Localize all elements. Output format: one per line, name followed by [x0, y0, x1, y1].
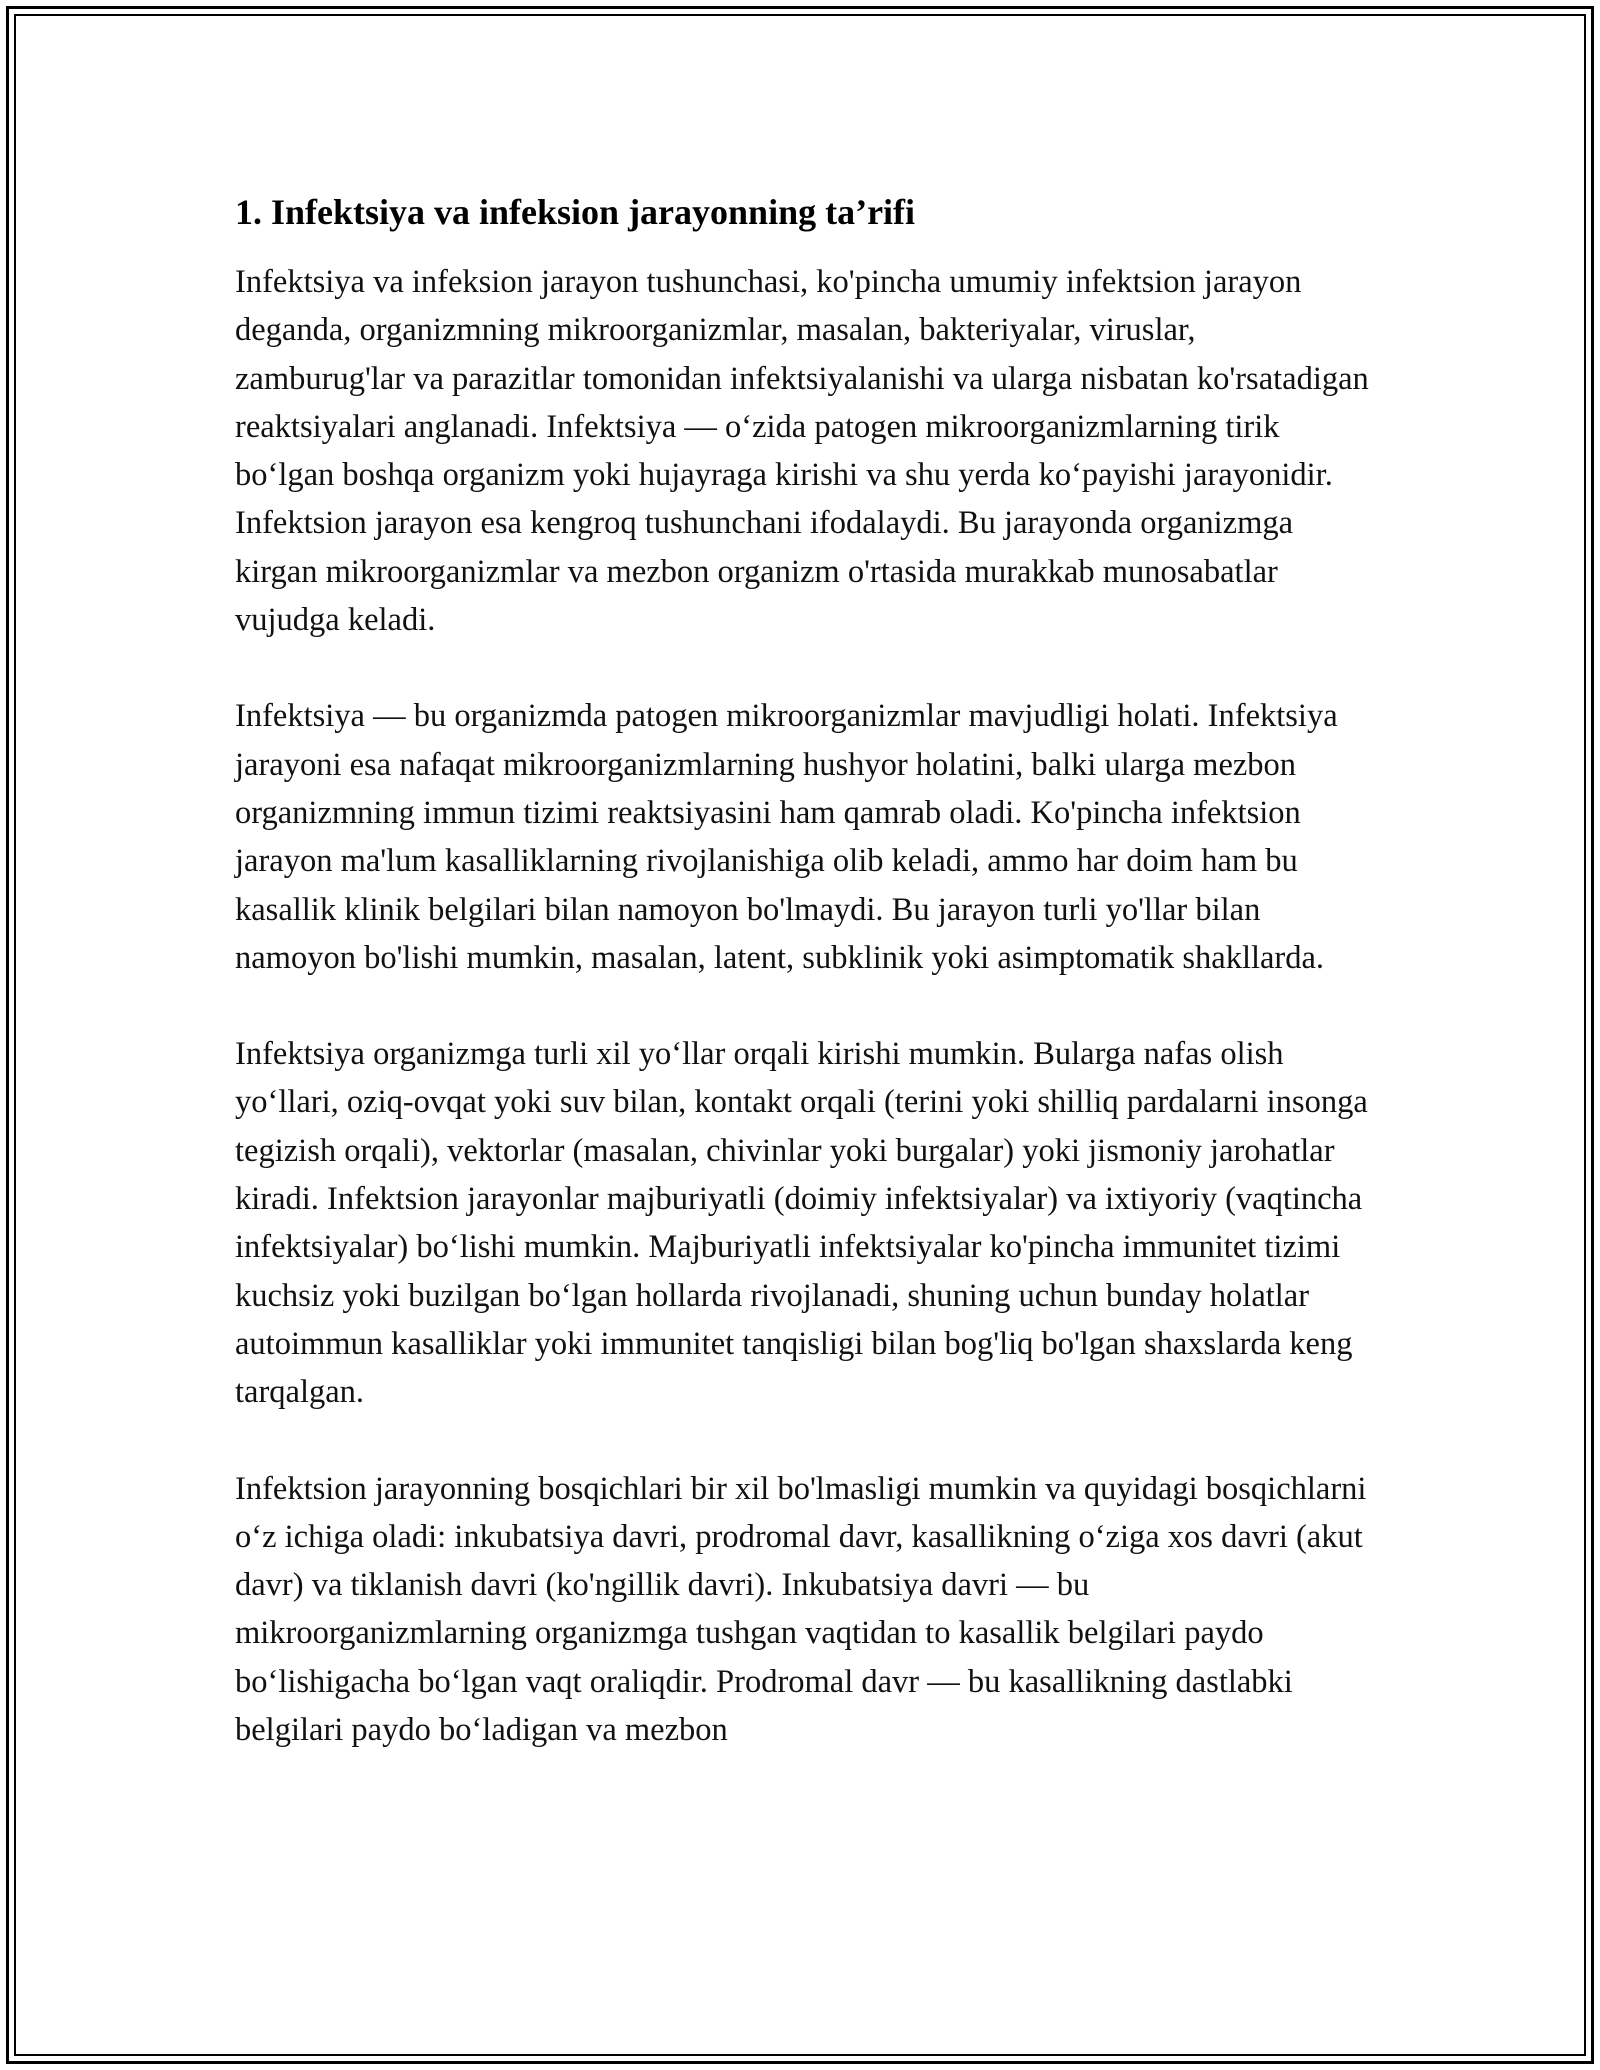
paragraph-1: Infektsiya va infeksion jarayon tushunchasi, ko'pincha umumiy infektsion jarayon deganda, organizmning mikroorganizmlar, masalan, bakteriyalar, viruslar, zamburug'lar va parazitlar tomonidan infektsiyalanishi va ularga nisbatan ko'rsatadigan reaktsiyalari anglanadi. Infektsiya — o‘zida patogen mikroorganizmlarning tirik bo‘lgan boshqa organizm yoki hujayraga kirishi va shu yerda ko‘payishi jarayonidir. Infektsion jarayon esa kengroq tushunchani ifodalaydi. Bu jarayonda organizmga kirgan mikroorganizmlar va mezbon organizm o'rtasida murakkab munosabatlar vujudga keladi. [235, 264, 1369, 639]
document-body [235, 188, 1370, 1754]
paragraph-3: Infektsiya organizmga turli xil yo‘llar orqali kirishi mumkin. Bularga nafas olish yo‘llari, oziq-ovqat yoki suv bilan, kontakt orqali (terini yoki shilliq pardalarni insonga tegizish orqali), vektorlar (masalan, chivinlar yoki burgalar) yoki jismoniy jarohatlar kiradi. Infektsion jarayonlar majburiyatli (doimiy infektsiyalar) va ixtiyoriy (vaqtincha infektsiyalar) bo‘lishi mumkin. Majburiyatli infektsiyalar ko'pincha immunitet tizimi kuchsiz yoki buzilgan bo‘lgan hollarda rivojlanadi, shuning uchun bunday holatlar autoimmun kasalliklar yoki immunitet tanqisligi bilan bog'liq bo'lgan shaxslarda keng tarqalgan. [235, 1036, 1368, 1411]
paragraph-2: Infektsiya — bu organizmda patogen mikroorganizmlar mavjudligi holati. Infektsiya jarayoni esa nafaqat mikroorganizmlarning hushyor holatini, balki ularga mezbon organizmning immun tizimi reaktsiyasini ham qamrab oladi. Ko'pincha infektsion jarayon ma'lum kasalliklarning rivojlanishiga olib keladi, ammo har doim ham bu kasallik klinik belgilari bilan namoyon bo'lmaydi. Bu jarayon turli yo'llar bilan namoyon bo'lishi mumkin, masalan, latent, subklinik yoki asimptomatik shakllarda. [235, 698, 1338, 976]
paragraph-4: Infektsion jarayonning bosqichlari bir xil bo'lmasligi mumkin va quyidagi bosqichlarni o‘z ichiga oladi: inkubatsiya davri, prodromal davr, kasallikning o‘ziga xos davri (akut davr) va tiklanish davri (ko'ngillik davri). Inkubatsiya davri — bu mikroorganizmlarning organizmga tushgan vaqtidan to kasallik belgilari paydo bo‘lishigacha bo‘lgan vaqt oraliqdir. Prodromal davr — bu kasallikning dastlabki belgilari paydo bo‘ladigan va mezbon [235, 1470, 1367, 1749]
section-heading: 1. Infektsiya va infeksion jarayonning ta’rifi [235, 192, 916, 232]
